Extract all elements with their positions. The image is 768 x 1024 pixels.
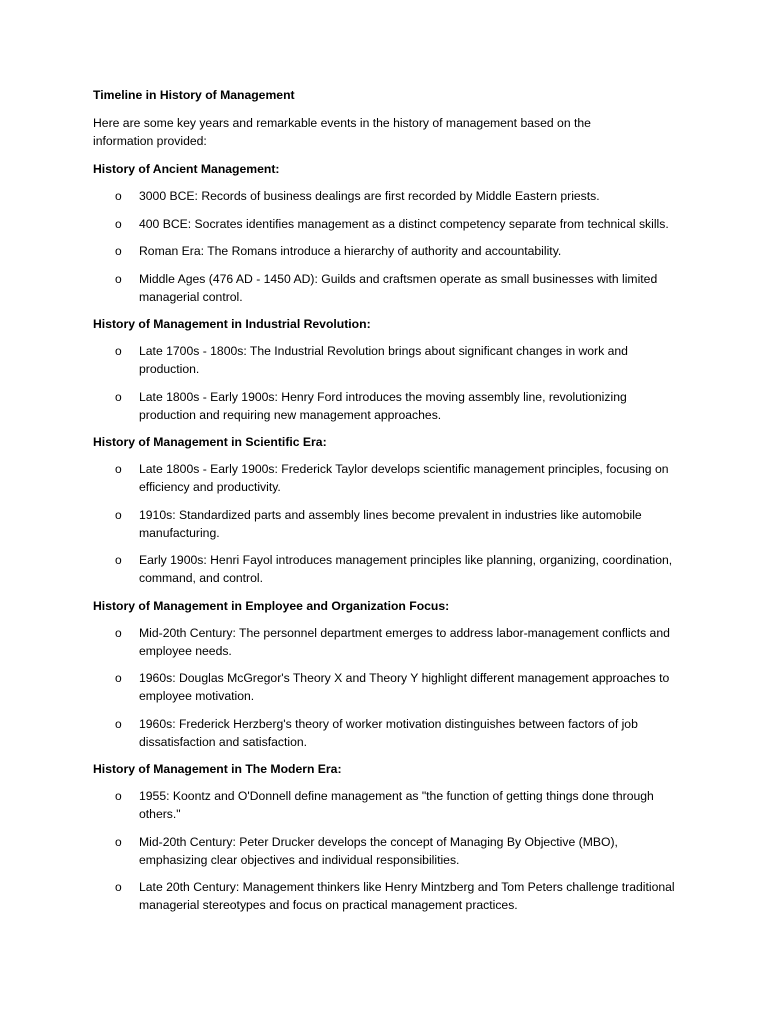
list-item — [93, 187, 684, 205]
list-item-text: 3000 BCE: Records of business dealings are first recorded by Middle Eastern priests. — [139, 189, 600, 203]
bullet-icon: o — [115, 716, 122, 731]
section-scientific-era — [93, 433, 693, 587]
bullet-icon: o — [115, 271, 122, 286]
document-title: Timeline in History of Management — [93, 88, 295, 102]
bullet-icon: o — [115, 834, 122, 849]
list-item — [93, 460, 684, 496]
list-item — [93, 506, 684, 542]
bullet-icon: o — [115, 553, 122, 567]
list-item — [93, 388, 684, 424]
bullet-icon: o — [115, 344, 122, 358]
timeline-list — [93, 460, 693, 587]
section-heading: History of Management in Industrial Revolution: — [93, 317, 371, 331]
list-item-text: Mid-20th Century: The personnel department emerges to address labor-management conflicts and employee needs. — [139, 625, 670, 658]
list-item-text: 1960s: Frederick Herzberg's theory of worker motivation distinguishes between factors of job dissatisfaction and satisfaction. — [139, 716, 638, 749]
list-item-text: Late 1800s - Early 1900s: Frederick Taylor develops scientific management principles, focusing on efficiency and productivity. — [139, 462, 669, 494]
list-item — [93, 833, 684, 869]
timeline-list — [93, 187, 693, 306]
list-item-text: Late 1700s - 1800s: The Industrial Revolution brings about significant changes in work and production. — [139, 344, 628, 376]
list-item — [93, 624, 684, 660]
document-page — [93, 86, 693, 924]
timeline-list — [93, 787, 693, 914]
list-item-text: Early 1900s: Henri Fayol introduces management principles like planning, organizing, coordination, command, and control. — [139, 553, 673, 585]
list-item — [93, 669, 684, 705]
section-industrial-revolution — [93, 315, 693, 424]
bullet-icon: o — [115, 244, 122, 258]
bullet-icon: o — [115, 507, 122, 522]
list-item-text: 1910s: Standardized parts and assembly lines become prevalent in industries like automobile manufacturing. — [139, 507, 642, 540]
list-item-text: 1960s: Douglas McGregor's Theory X and Theory Y highlight different management approaches to employee motivation. — [139, 671, 670, 703]
section-heading: History of Ancient Management: — [93, 162, 280, 176]
list-item — [93, 242, 684, 260]
list-item — [93, 878, 684, 914]
bullet-icon: o — [115, 671, 122, 685]
list-item — [93, 270, 684, 306]
section-modern-era — [93, 760, 693, 914]
section-heading: History of Management in Scientific Era: — [93, 435, 327, 449]
section-employee-organization-focus — [93, 597, 693, 751]
bullet-icon: o — [115, 216, 122, 231]
bullet-icon: o — [115, 462, 122, 476]
timeline-list — [93, 624, 693, 751]
list-item-text: Roman Era: The Romans introduce a hierarchy of authority and accountability. — [139, 244, 562, 258]
list-item — [93, 551, 684, 587]
section-heading: History of Management in The Modern Era: — [93, 762, 342, 776]
bullet-icon: o — [115, 789, 122, 803]
list-item-text: Middle Ages (476 AD - 1450 AD): Guilds and craftsmen operate as small businesses with limited managerial control. — [139, 271, 658, 304]
list-item-text: 1955: Koontz and O'Donnell define management as "the function of getting things done through others." — [139, 789, 654, 821]
list-item — [93, 787, 684, 823]
list-item-text: Late 1800s - Early 1900s: Henry Ford introduces the moving assembly line, revolutionizing production and requiring new management approaches. — [139, 389, 627, 422]
bullet-icon: o — [115, 625, 122, 640]
list-item — [93, 715, 684, 751]
section-ancient-management — [93, 160, 693, 306]
bullet-icon: o — [115, 189, 122, 203]
bullet-icon: o — [115, 880, 122, 894]
bullet-icon: o — [115, 389, 122, 404]
list-item-text: Late 20th Century: Management thinkers like Henry Mintzberg and Tom Peters challenge traditional managerial stereotypes and focus on practical management practices. — [139, 880, 675, 912]
timeline-list — [93, 342, 693, 424]
list-item — [93, 215, 684, 233]
list-item-text: Mid-20th Century: Peter Drucker develops the concept of Managing By Objective (MBO), emphasizing clear objectives and individual responsibilities. — [139, 834, 618, 867]
list-item-text: 400 BCE: Socrates identifies management as a distinct competency separate from technical skills. — [139, 216, 669, 231]
list-item — [93, 342, 684, 378]
section-heading: History of Management in Employee and Organization Focus: — [93, 598, 450, 613]
document-intro: Here are some key years and remarkable events in the history of management based on the information provided: — [93, 116, 591, 148]
